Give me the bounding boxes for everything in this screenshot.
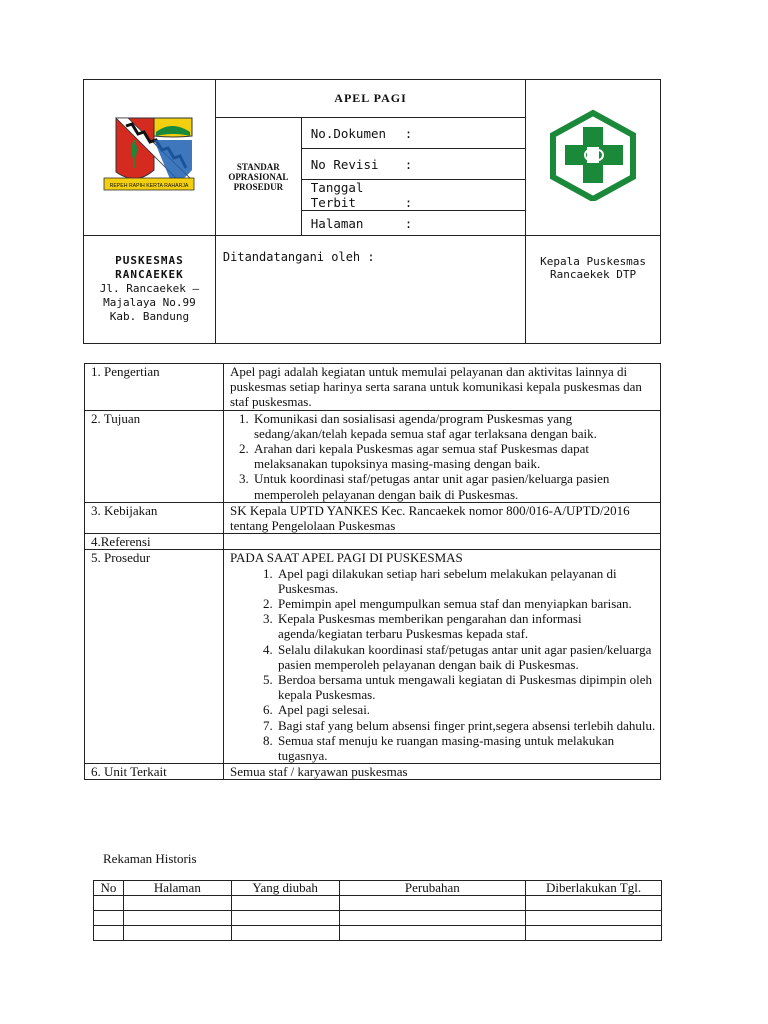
section-label: 6. Unit Terkait [85, 764, 224, 780]
org-address: Jl. Rancaekek – [99, 282, 200, 295]
referensi-text [224, 534, 661, 550]
org-address: Majalaya No.99 [103, 296, 196, 309]
list-item: 8. Semua staf menuju ke ruangan masing-masing untuk melakukan tugasnya. [276, 733, 656, 763]
regency-logo-cell [84, 80, 216, 236]
table-row [94, 911, 662, 926]
list-item: 1. Apel pagi dilakukan setiap hari sebelum melakukan pelayanan di Puskesmas. [276, 566, 656, 596]
document-header [83, 79, 661, 344]
puskesmas-logo-icon [545, 109, 641, 201]
pengertian-text: Apel pagi adalah kegiatan untuk memulai pelayanan dan aktivitas lainnya di puskesmas setiap harinya serta sarana untuk komunikasi kepala puskesmas dan staf puskesmas. [224, 364, 661, 411]
section-label: 4.Referensi [85, 534, 224, 550]
field-no-revisi: No Revisi : [301, 149, 525, 180]
column-header: Yang diubah [231, 881, 339, 896]
section-label: 5. Prosedur [85, 550, 224, 764]
organization-info [84, 236, 216, 344]
section-label: 2. Tujuan [85, 410, 224, 502]
head-of-puskesmas: Kepala Puskesmas Rancaekek DTP [526, 236, 661, 344]
section-label: 3. Kebijakan [85, 502, 224, 533]
prosedur-heading: PADA SAAT APEL PAGI DI PUSKESMAS [230, 550, 463, 566]
history-table [93, 880, 662, 941]
row-referensi [85, 534, 661, 550]
list-item: 2. Arahan dari kepala Puskesmas agar semua staf Puskesmas dapat melaksanakan tupoksinya masing-masing dengan baik. [252, 441, 656, 471]
list-item: 4. Selalu dilakukan koordinasi staf/petugas antar unit agar pasien/keluarga pasien memperoleh pelayanan dengan baik di Puskesmas. [276, 642, 656, 672]
column-header: Perubahan [339, 881, 526, 896]
row-prosedur [85, 550, 661, 764]
prosedur-cell [224, 550, 661, 764]
section-label: 1. Pengertian [85, 364, 224, 411]
field-no-dokumen: No.Dokumen : [301, 118, 525, 149]
signed-by: Ditandatangani oleh : [215, 236, 525, 344]
table-row [94, 926, 662, 941]
org-address: Kab. Bandung [109, 310, 190, 323]
list-item: 7. Bagi staf yang belum absensi finger print,segera absensi terlebih dahulu. [276, 718, 656, 733]
field-halaman: Halaman : [301, 211, 525, 236]
sop-line: STANDAR [236, 161, 280, 172]
document-title: APEL PAGI [215, 80, 525, 118]
table-row [94, 896, 662, 911]
history-title: Rekaman Historis [103, 851, 197, 866]
column-header: No [94, 881, 124, 896]
column-header: Diberlakukan Tgl. [526, 881, 662, 896]
sop-label [215, 118, 301, 236]
sop-content-table [84, 363, 661, 780]
row-unit-terkait [85, 764, 661, 780]
field-tanggal-terbit: Tanggal Terbit : [301, 180, 525, 211]
row-pengertian [85, 364, 661, 411]
row-kebijakan [85, 502, 661, 533]
tujuan-list-cell [224, 410, 661, 502]
list-item: 5. Berdoa bersama untuk mengawali kegiatan di Puskesmas dipimpin oleh kepala Puskesmas. [276, 672, 656, 702]
logo-motto-text: REPEH RAPIH KERTA RAHARJA [110, 183, 189, 189]
list-item: 3. Kepala Puskesmas memberikan pengarahan dan informasi agenda/kegiatan terbaru Puskesmas kepada staf. [276, 611, 656, 641]
sop-line: OPRASIONAL [228, 171, 289, 182]
kebijakan-text: SK Kepala UPTD YANKES Kec. Rancaekek nomor 800/016-A/UPTD/2016 tentang Pengelolaan Puskesmas [224, 502, 661, 533]
bandung-regency-logo [94, 110, 204, 200]
column-header: Halaman [123, 881, 231, 896]
unit-terkait-text: Semua staf / karyawan puskesmas [224, 764, 661, 780]
puskesmas-logo-cell [526, 80, 661, 236]
list-item: 1. Komunikasi dan sosialisasi agenda/program Puskesmas yang sedang/akan/telah kepada semua staf agar terlaksana dengan baik. [252, 411, 656, 441]
row-tujuan [85, 410, 661, 502]
sop-line: PROSEDUR [233, 181, 284, 192]
list-item: 3. Untuk koordinasi staf/petugas antar unit agar pasien/keluarga pasien memperoleh pelayanan dengan baik di Puskesmas. [252, 471, 656, 501]
org-name: RANCAEKEK [115, 268, 184, 281]
prosedur-list [230, 566, 656, 764]
tujuan-list [230, 411, 656, 502]
org-name: PUSKESMAS [115, 254, 184, 267]
history-header-row [94, 881, 662, 896]
list-item: 6. Apel pagi selesai. [276, 702, 656, 717]
list-item: 2. Pemimpin apel mengumpulkan semua staf dan menyiapkan barisan. [276, 596, 656, 611]
